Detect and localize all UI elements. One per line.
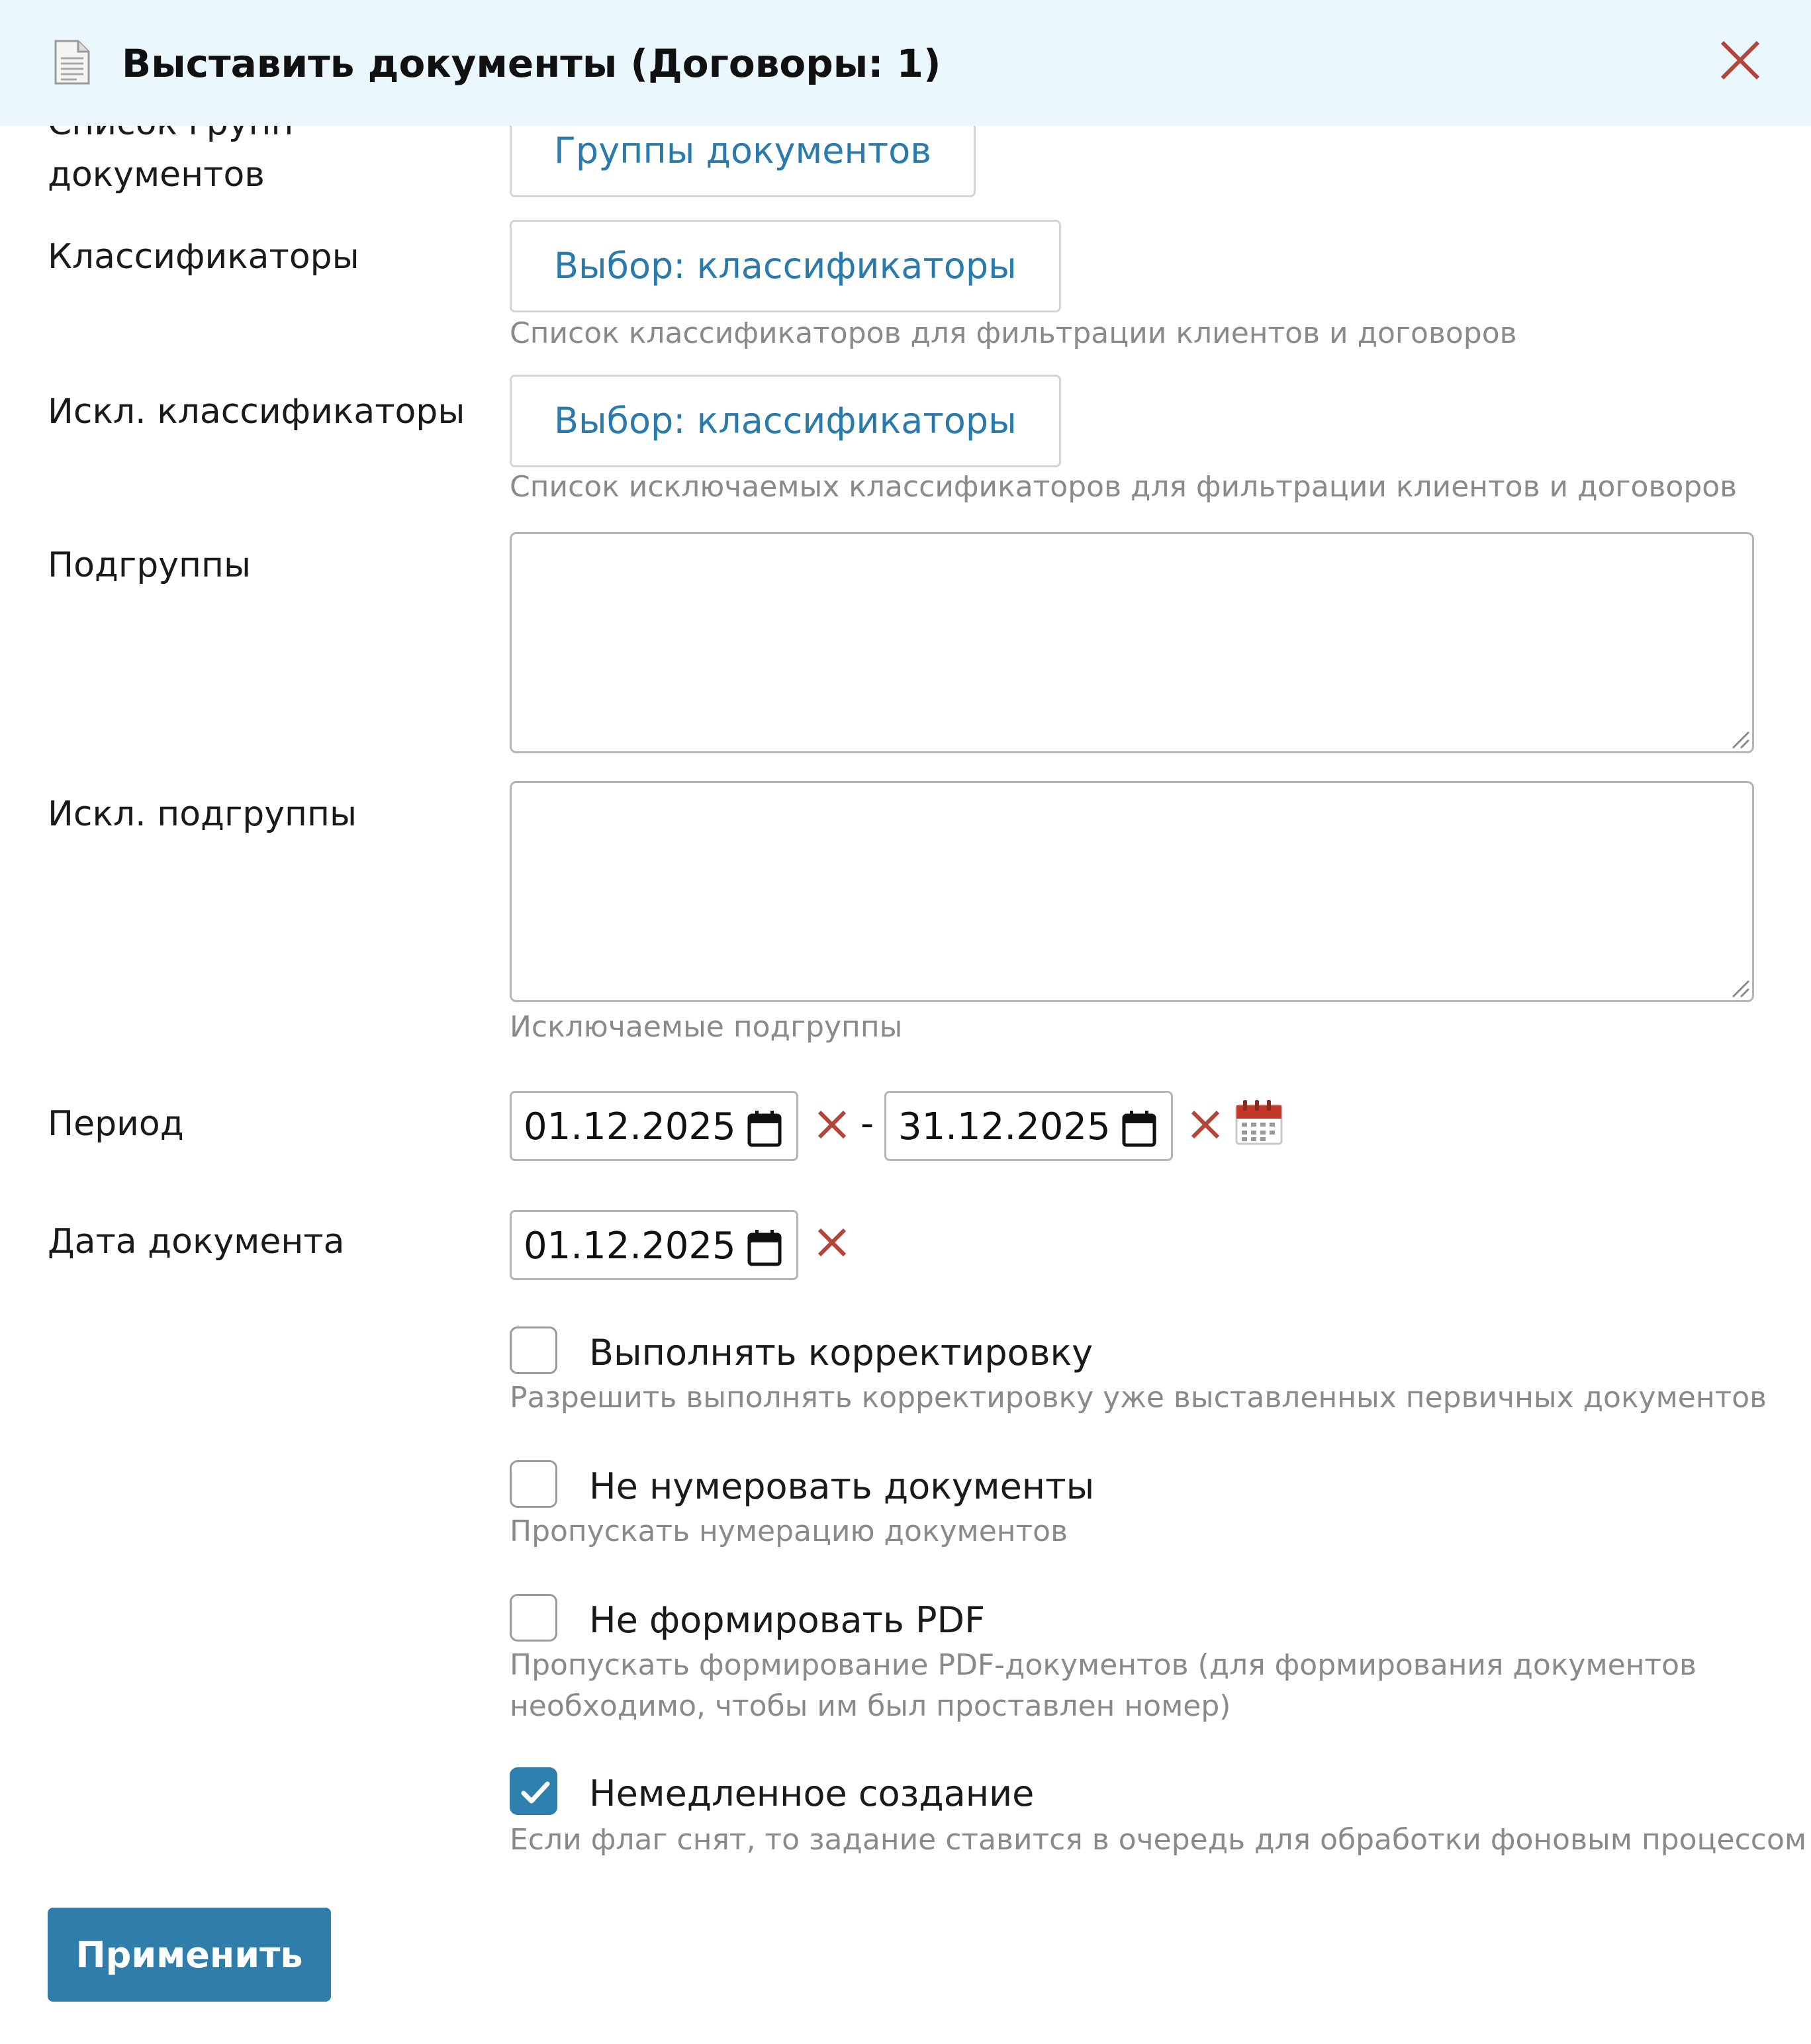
- no-pdf-hint-line2: необходимо, чтобы им был проставлен номер): [510, 1689, 1231, 1723]
- no-pdf-hint-line1: Пропускать формирование PDF-документов (для формирования документов: [510, 1648, 1696, 1682]
- excluded-subgroups-hint: Исключаемые подгруппы: [510, 1010, 903, 1044]
- calendar-icon[interactable]: [747, 1229, 782, 1266]
- no-numbering-hint: Пропускать нумерацию документов: [510, 1514, 1068, 1548]
- classifiers-select-button[interactable]: Выбор: классификаторы: [510, 220, 1061, 312]
- document-groups-label-line2: документов: [48, 155, 265, 195]
- period-to-input[interactable]: [884, 1091, 1173, 1161]
- excluded-classifiers-label: Искл. классификаторы: [48, 392, 465, 432]
- checkmark-icon: [520, 1779, 551, 1808]
- correction-checkbox-label[interactable]: Выполнять корректировку: [589, 1332, 1093, 1373]
- period-label: Период: [48, 1104, 184, 1144]
- document-icon: [48, 38, 95, 86]
- dialog-title: Выставить документы (Договоры: 1): [122, 41, 941, 86]
- document-date-value: 01.12.2025: [524, 1225, 736, 1268]
- classifiers-label: Классификаторы: [48, 237, 359, 277]
- calendar-icon[interactable]: [1122, 1110, 1156, 1147]
- correction-hint: Разрешить выполнять корректировку уже выставленных первичных документов: [510, 1381, 1767, 1415]
- excluded-classifiers-hint: Список исключаемых классификаторов для фильтрации клиентов и договоров: [510, 470, 1738, 504]
- period-calendar-picker-icon[interactable]: [1235, 1099, 1283, 1146]
- immediate-creation-checkbox[interactable]: [510, 1767, 557, 1815]
- clear-period-from-icon[interactable]: [815, 1108, 849, 1141]
- no-numbering-checkbox[interactable]: [510, 1460, 557, 1508]
- resize-grip-icon[interactable]: [1729, 728, 1750, 749]
- clear-document-date-icon[interactable]: [815, 1226, 849, 1259]
- classifiers-hint: Список классификаторов для фильтрации клиентов и договоров: [510, 316, 1517, 350]
- correction-checkbox[interactable]: [510, 1326, 557, 1374]
- period-separator: -: [860, 1102, 874, 1145]
- no-pdf-checkbox[interactable]: [510, 1594, 557, 1642]
- dialog-header: [0, 0, 1811, 126]
- subgroups-label: Подгруппы: [48, 545, 252, 585]
- excluded-subgroups-textarea[interactable]: [510, 781, 1754, 1002]
- excluded-subgroups-label: Искл. подгруппы: [48, 794, 357, 834]
- document-date-input[interactable]: [510, 1210, 798, 1280]
- document-groups-button[interactable]: Группы документов: [510, 105, 976, 197]
- excluded-classifiers-select-button[interactable]: Выбор: классификаторы: [510, 375, 1061, 467]
- immediate-creation-checkbox-label[interactable]: Немедленное создание: [589, 1773, 1035, 1814]
- calendar-icon[interactable]: [747, 1110, 782, 1147]
- period-from-input[interactable]: [510, 1091, 798, 1161]
- clear-period-to-icon[interactable]: [1189, 1108, 1222, 1141]
- apply-button[interactable]: Применить: [48, 1908, 331, 2002]
- subgroups-textarea[interactable]: [510, 532, 1754, 753]
- no-numbering-checkbox-label[interactable]: Не нумеровать документы: [589, 1465, 1095, 1507]
- period-from-value: 01.12.2025: [524, 1105, 736, 1148]
- resize-grip-icon[interactable]: [1729, 977, 1750, 998]
- close-icon[interactable]: [1718, 38, 1762, 82]
- immediate-creation-hint: Если флаг снят, то задание ставится в очередь для обработки фоновым процессом: [510, 1823, 1807, 1857]
- period-to-value: 31.12.2025: [898, 1105, 1111, 1148]
- no-pdf-checkbox-label[interactable]: Не формировать PDF: [589, 1599, 986, 1641]
- document-date-label: Дата документа: [48, 1222, 345, 1262]
